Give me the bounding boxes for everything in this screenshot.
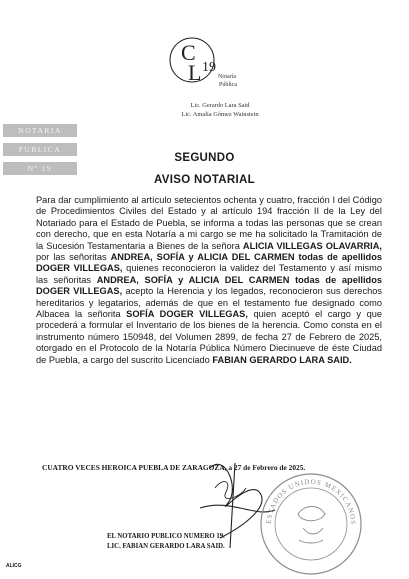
logo-number: 19 — [202, 60, 216, 75]
heirs-names-1: ANDREA, SOFÍA y ALICIA DEL CARMEN todas de apellidos DOGER VILLEGAS, — [36, 252, 382, 274]
logo-line1: Notaría — [218, 74, 236, 80]
footer-code: ALICG — [6, 563, 22, 569]
notaria-19-logo — [168, 30, 248, 92]
notice-paragraph — [36, 195, 382, 366]
signature-block — [107, 532, 225, 552]
stamp-line-1: NOTARIA — [3, 124, 77, 137]
notice-body — [36, 195, 382, 366]
heading-line-1: SEGUNDO — [174, 152, 235, 164]
seal-arc-text: ESTADOS UNIDOS MEXICANOS — [264, 477, 358, 526]
body-segment-3: por las señoritas — [36, 252, 111, 263]
stamp-line-2: PUBLICA — [3, 143, 77, 156]
place-and-date: CUATRO VECES HEROICA PUEBLA DE ZARAGOZA, a 27 de Febrero de 2025. — [42, 463, 306, 472]
notary-name-1: Lic. Gerardo Lara Said — [190, 102, 250, 109]
notary-name-2: Lic. Amalia Gómez Wainstein — [181, 111, 259, 118]
logo-initial-top: C — [181, 40, 196, 65]
body-segment-9: quien aceptó el cargo y que procederá a formular el Inventario de los bienes de la herencia. Como consta en el instrumento número 150948, del Volumen 2899, de fecha 27 de Febrero de 2025, otorgado en el Protocolo de la Notaría Pública Número Diecinueve de éste Ciudad de Puebla, a cargo del suscrito Licenciado — [36, 309, 382, 365]
logo-line2: Pública — [219, 82, 237, 88]
body-segment-5: quienes reconocieron la validez del Testamento y así mismo las señoritas — [36, 263, 382, 285]
notary-licenciado-name: FABIAN GERARDO LARA SAID. — [212, 354, 352, 365]
deceased-name: ALICIA VILLEGAS OLAVARRIA, — [242, 240, 382, 251]
body-segment-7: acepto la Herencia y los legados, reconocieron sus derechos hereditarios y legatarios, además de que en el testamento fue designado como Albacea la señorita — [36, 286, 382, 320]
body-segment-1: Para dar cumplimiento al artículo setecientos ochenta y cuatro, fracción I del Código de Procedimientos Civiles del Estado y al artículo 194 fracción II de la Ley del Notariado para el Estado de Puebla, se informa a todas las personas que se crean con derecho, que en esta Notaría a mi cargo se me ha solicitado la Tramitación de la Sucesión Testamentaria a Bienes de la señora — [36, 195, 382, 251]
notary-names — [150, 101, 290, 119]
heading-line-2: AVISO NOTARIAL — [154, 174, 255, 186]
logo-initial-bottom: L — [188, 60, 202, 85]
heirs-names-2: ANDREA, SOFÍA y ALICIA DEL CARMEN todas de apellidos DOGER VILLEGAS, — [36, 274, 382, 297]
signature-title: EL NOTARIO PUBLICO NUMERO 19. — [107, 533, 225, 540]
stamp-line-3: Nº 19 — [3, 162, 77, 175]
signature-name: LIC. FABIAN GERARDO LARA SAID. — [107, 543, 225, 550]
notary-seal — [253, 470, 365, 578]
executor-name: SOFÍA DOGER VILLEGAS, — [126, 309, 248, 320]
